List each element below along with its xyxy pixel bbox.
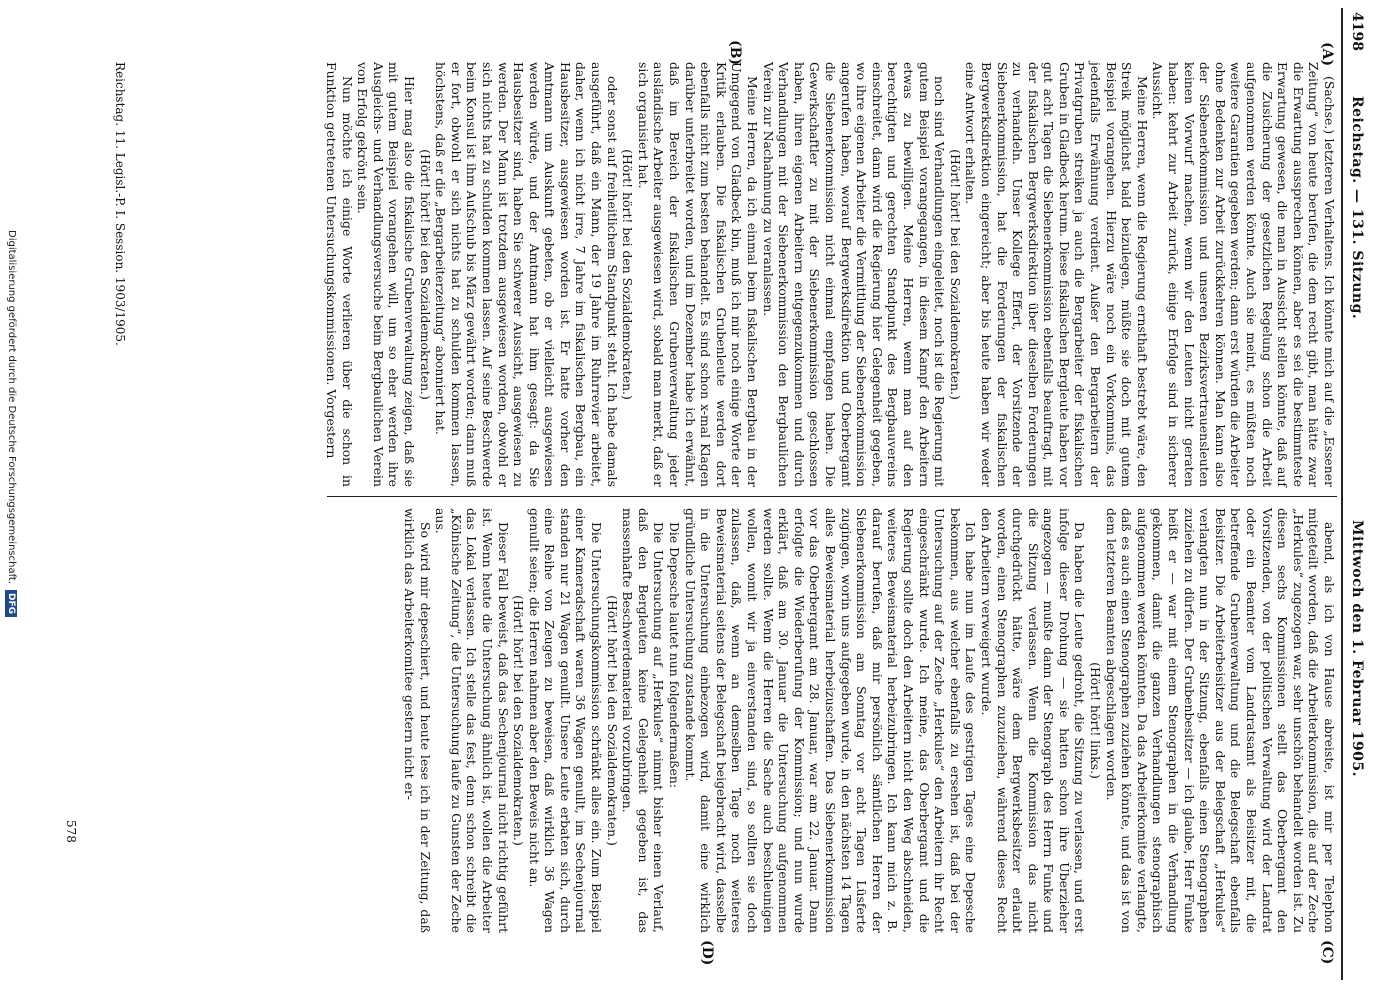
right-column [401,508,1337,933]
margin-marker-b: (B) [727,40,743,66]
page-number: 4198 [1349,12,1365,51]
interjection: (Hört! hört! bei den Sozialdemokraten.) [947,149,963,400]
paragraph: Meine Herren, da ich einmal beim fiskalischen Bergbau in der Umgegend von Gladbeck bin, muß ich mir noch einige Worte der Kritik erlauben. Die fiskalischen Grubenleute werden dort ebenfalls nicht zum besten behandelt. Es sind schon x-mal Klagen darüber unterbreitet worden, und im Dezember habe ich erwähnt, daß im Bereich der fiskalischen Grubenverwaltung jeder ausländische Arbeiter ausgewiesen wird, sobald man merkt, daß er sich organisiert hat. [635,62,761,487]
quoted-paragraph: Die Untersuchungskommission schränkt alles ein. Zum Beispiel einer Kameradschaft waren 36 Wagen genullt, im Sechenjournal standen nur 21 Wagen genullt. Unsere Leute erbaten sich, durch eine Reihe von Zeugen zu beweisen, daß wirklich 36 Wagen genullt seien; die Herren nahmen aber den Beweis nicht an. [526,508,605,933]
footer-page-code: 578 [64,820,78,843]
quoted-paragraph: Die Untersuchung auf „Herkules“ nimmt bisher einen Verlauf, daß den Bergleuten keine Gelegenheit gegeben ist, das massenhafte Beschwerdematerial vorzubringen. [620,508,667,933]
header-rule [1341,8,1343,980]
interjection: (Hört! hört! links.) [1088,662,1104,779]
paragraph: (Sachse.) letzteren Verhaltens. Ich könnte mich auf die „Essener Zeitung“ von heute berufen, die dem recht gibt, man hätte zwar die Erwartung aussprechen können, aber es sei die bestimmteste Erwartung gewesen, die man in Aussicht stellen könnte, daß auf die Zusicherung der gesetzlichen Regelung schon die Arbeit aufgenommen werden könnte. Auch sie meint, es müßten noch weitere Garantien gegeben werden; dann erst würden die Arbeiter ohne Bedenken zur Arbeit zurückkehren können. Man kann also der Siebenerkommission und unseren Bezirksvertrauensleuten keinen Vorwurf machen, wenn wir den Leuten nicht geraten haben: kehrt zur Arbeit zurück, einige Erfolge sind in sicherer Aussicht. [1150,62,1337,487]
quoted-paragraph: Dieser Fall beweist, daß das Sechenjournal nicht richtig geführt ist. Wenn heute die Untersuchung ähnlich ist, wollen die Arbeiter das Lokal verlassen. Ich stelle das fest, denn schon schreibt die „Kölnische Zeitung“, die Untersuchung laufe zu Gunsten der Zeche aus. [433,508,511,933]
margin-marker-a: (A) [1319,42,1335,67]
margin-marker-c: (C) [1319,940,1335,965]
paragraph: Die Depesche lautet nun folgendermaßen: [667,522,683,789]
paragraph: So wird mir depeschiert, und heute lese ich in der Zeitung, daß wirklich das Arbeiterkomitee gestern nicht er- [401,508,433,933]
footer-session-line: Reichstag. 11. Legisl.-P. I. Session. 1903/1905. [113,62,127,346]
digitization-credit [5,230,17,617]
interjection: (Hört! hört! bei den Sozialdemokraten.) [604,595,620,846]
paragraph: abend, als ich von Hause abreiste, ist mir per Telephon mitgeteilt worden, daß die Arbeiterkommission, die auf der Zeche „Herkules“ zugezogen war, sehr unschön behandelt worden ist. Zu diesen sechs Kommissionen stellt das Oberbergamt den Vorsitzenden, von der politischen Verwaltung wird der Landrat oder ein Beamter vom Landratsamt als Beisitzer mit, die betreffende Grubenverwaltung und die Belegschaft ebenfalls Beisitzer. Die Arbeiterbeisitzer aus der Belegschaft „Herkules“ verlangten nun in der Sitzung, ebenfalls einen Stenographen zuziehen zu dürfen. Der Grubenbesitzer — ich glaube, Herr Funke heißt er — war mit einem Stenographen in die Verhandlung gekommen, damit die ganzen Verhandlungen stenographisch aufgenommen werden könnten. Da das Arbeiterkomitee verlangte, daß es auch einen Stenographen zuziehen könnte, und das ist von dem letzteren Beamten abgeschlagen worden. [1103,508,1337,933]
paragraph: Ich habe nun im Laufe des gestrigen Tages eine Depesche bekommen, aus welcher ebenfalls zu ersehen ist, daß bei der Untersuchung auf der Zeche „Herkules“ den Arbeitern ihr Recht eingeschränkt wurde. Ich meine, das Oberbergamt und die Regierung sollte doch den Arbeitern nicht den Weg abschneiden, weiteres Beweismaterial herbeizubringen. Ich kann mich z. B. darauf berufen, daß mir persönlich sämtlichen Herren der Siebenerkommission am Sonntag vor acht Tagen Lüsferte zugingen, worin uns aufgegeben wurde, in den nächsten 14 Tagen alles Beweismaterial herbeizuschaffen. Das Siebenerkommission vor das Oberbergamt am 28. Januar, war am 22. Januar. Dann erfolgte die Wiederberufung der Kommission; und nun wurde erklärt, daß am 30. Januar die Untersuchung aufgenommen werden sollte. Wenn die Herren die Sache auch beschleunigen wollen, womit wir ja einverstanden sind, so sollten sie doch zulassen, daß, wenn an demselben Tage noch weiteres Beweismaterial seitens der Belegschaft beigebracht wird, dasselbe in die Untersuchung einbezogen wird, damit eine wirklich gründliche Untersuchung zustande kommt. [682,508,979,933]
left-column [323,62,1337,487]
margin-marker-d: (D) [699,940,715,966]
interjection: (Hört! hört! bei den Sozialdemokraten.) [511,595,527,846]
paragraph: Da haben die Leute gedroht, die Sitzung zu verlassen, und erst infolge dieser Drohung — sie hatten schon ihre Überzieher angezogen — mußte dann der Stenograph des Herrn Funke und die Sitzung verlassen. Wenn die Kommission das nicht durchgedrückt hätte, wäre dem Bergwerksbesitzer erlaubt worden, einen Stenographen zuzuziehen, während dieses Recht den Arbeitern verweigert wurde. [978,508,1088,933]
column-divider [327,496,1337,497]
interjection: (Hört! hört! bei den Sozialdemokraten.) [417,149,433,400]
paragraph: oder sonst auf freiheitlichem Standpunkt steht. Ich habe damals ausgeführt, daß ein Mann, der 19 Jahre im Ruhrrevier arbeitet, daher, wenn ich nicht irre, 7 Jahre im fiskalischen Bergbau, ein Hausbesitzer, ausgewiesen worden ist. Er hatte vorher den Amtmann um Auskunft gebeten, ob er vielleicht ausgewiesen werden würde, und der Amtmann hat ihm gesagt: da Sie Hausbesitzer sind, haben Sie schwerer Aussicht, ausgewiesen zu werden. Der Mann ist trotzdem ausgewiesen worden, obwohl er sich nichts hat zu schulden kommen lassen. Auf seine Beschwerde beim Konsul ist ihm Aufschub bis März gewährt worden; dann muß er fort, obwohl er sich nichts hat zu schulden kommen lassen, höchstens, daß er die „Bergarbeiterzeitung“ abonniert hat. [433,62,620,487]
credit-text: Digitalisierung gefördert durch die Deutsche Forschungsgemeinschaft. [6,230,17,585]
paragraph: Hier mag also die fiskalische Grubenverwaltung zeigen, daß sie mit gutem Beispiel vorangehen will, um so eher werden ihre Ausgleichs- und Verhandlungsversuche beim Bergbaulichen Verein von Erfolg gekrönt sein. [355,62,417,487]
header-right-title: Mittwoch den 1. Februar 1905. [1349,520,1365,778]
paragraph: Meine Herren, wenn die Regierung ernsthaft bestrebt wäre, den Streik möglichst bald beizulegen, müßte sie doch mit gutem Beispiel vorangehen. Hierzu wäre noch ein Vorkommnis, das jedenfalls Erwähnung verdient. Außer den Bergarbeitern der Privatgruben streiken ja auch die Bergarbeiter der fiskalischen Gruben in Gladbeck herum. Diese fiskalischen Bergleute haben vor gut acht Tagen die Siebenerkommission ebenfalls beauftragt, mit der fiskalischen Bergwerksdirektion über dieselben Forderungen zu verhandeln. Unser Kollege Effert, der Vorsitzende der Siebenerkommission, hat die Forderungen der fiskalischen Bergwerksdirektion eingereicht; aber bis heute haben wir weder eine Antwort erhalten. [963,62,1150,487]
header-left-title: Reichstag. — 131. Sitzung. [1349,96,1365,320]
paragraph: Nun möchte ich einige Worte verlieren über die schon in Funktion getretenen Untersuchungskommissionen. Vorgestern [324,62,355,487]
dfg-logo: DFG [5,590,17,617]
interjection: (Hört! hört! bei den Sozialdemokraten.) [620,149,636,400]
paragraph: noch sind Verhandlungen eingeleitet, noch ist die Regierung mit gutem Beispiel vorangegangen, in diesem Kampf den Arbeitern etwas zu bewilligen. Meine Herren, wenn man auf den berechtigten und gerechten Standpunkt des Bergbauvereins einschreitet, dann wird die Regierung hier Gelegenheit gegeben, wo ihre eigenen Arbeiter die Vermittlung der Siebenerkommission angerufen haben, worauf Bergwerksdirektion und Oberbergamt die Siebenerkommission nicht einmal empfangen haben. Die Gewerkschaftler zu mit der Siebenerkommission geschlossen haben, ihren eigenen Arbeitern entgegenzukommen und durch Verhandlungen mit der Siebenerkommission den Bergbaulichen Verein zur Nachahmung zu veranlassen. [760,62,948,487]
